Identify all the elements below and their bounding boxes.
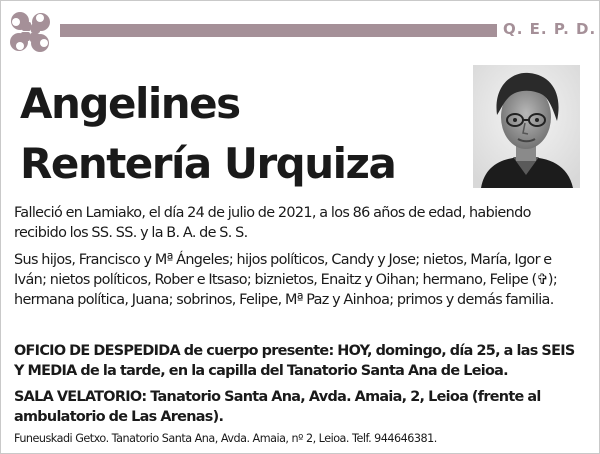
portrait-photo: [473, 65, 580, 188]
deceased-surnames: Rentería Urquiza: [20, 139, 396, 188]
death-notice-text: Falleció en Lamiako, el día 24 de julio de 2021, a los 86 años de edad, habiendo recibido los SS. SS. y la B. A. de S. S.: [14, 205, 531, 241]
deceased-first-name: Angelines: [20, 79, 240, 128]
funeral-home-footer: Funeuskadi Getxo. Tanatorio Santa Ana, Avda. Amaia, nº 2, Leioa. Telf. 944646381.: [14, 432, 437, 445]
qepd-label: Q. E. P. D.: [503, 20, 597, 38]
wake-text: SALA VELATORIO: Tanatorio Santa Ana, Avda. Amaia, 2, Leioa (frente al ambulatorio de Las Arenas).: [14, 389, 541, 425]
ceremony-text: OFICIO DE DESPEDIDA de cuerpo presente: HOY, domingo, día 25, a las SEIS Y MEDIA de la tarde, en la capilla del Tanatorio Santa Ana de Leioa.: [14, 343, 575, 379]
header-rule: [60, 24, 497, 37]
family-text: Sus hijos, Francisco y Mª Ángeles; hijos políticos, Candy y Jose; nietos, María, Igor e Iván; nietos políticos, Rober e Itsaso; biznietos, Enaitz y Oihan; hermano, Felipe (✞); hermana política, Juana; sobrinos, Felipe, Mª Paz y Ainhoa; primos y demás familia.: [14, 252, 558, 308]
lauburu-icon: [6, 8, 54, 56]
